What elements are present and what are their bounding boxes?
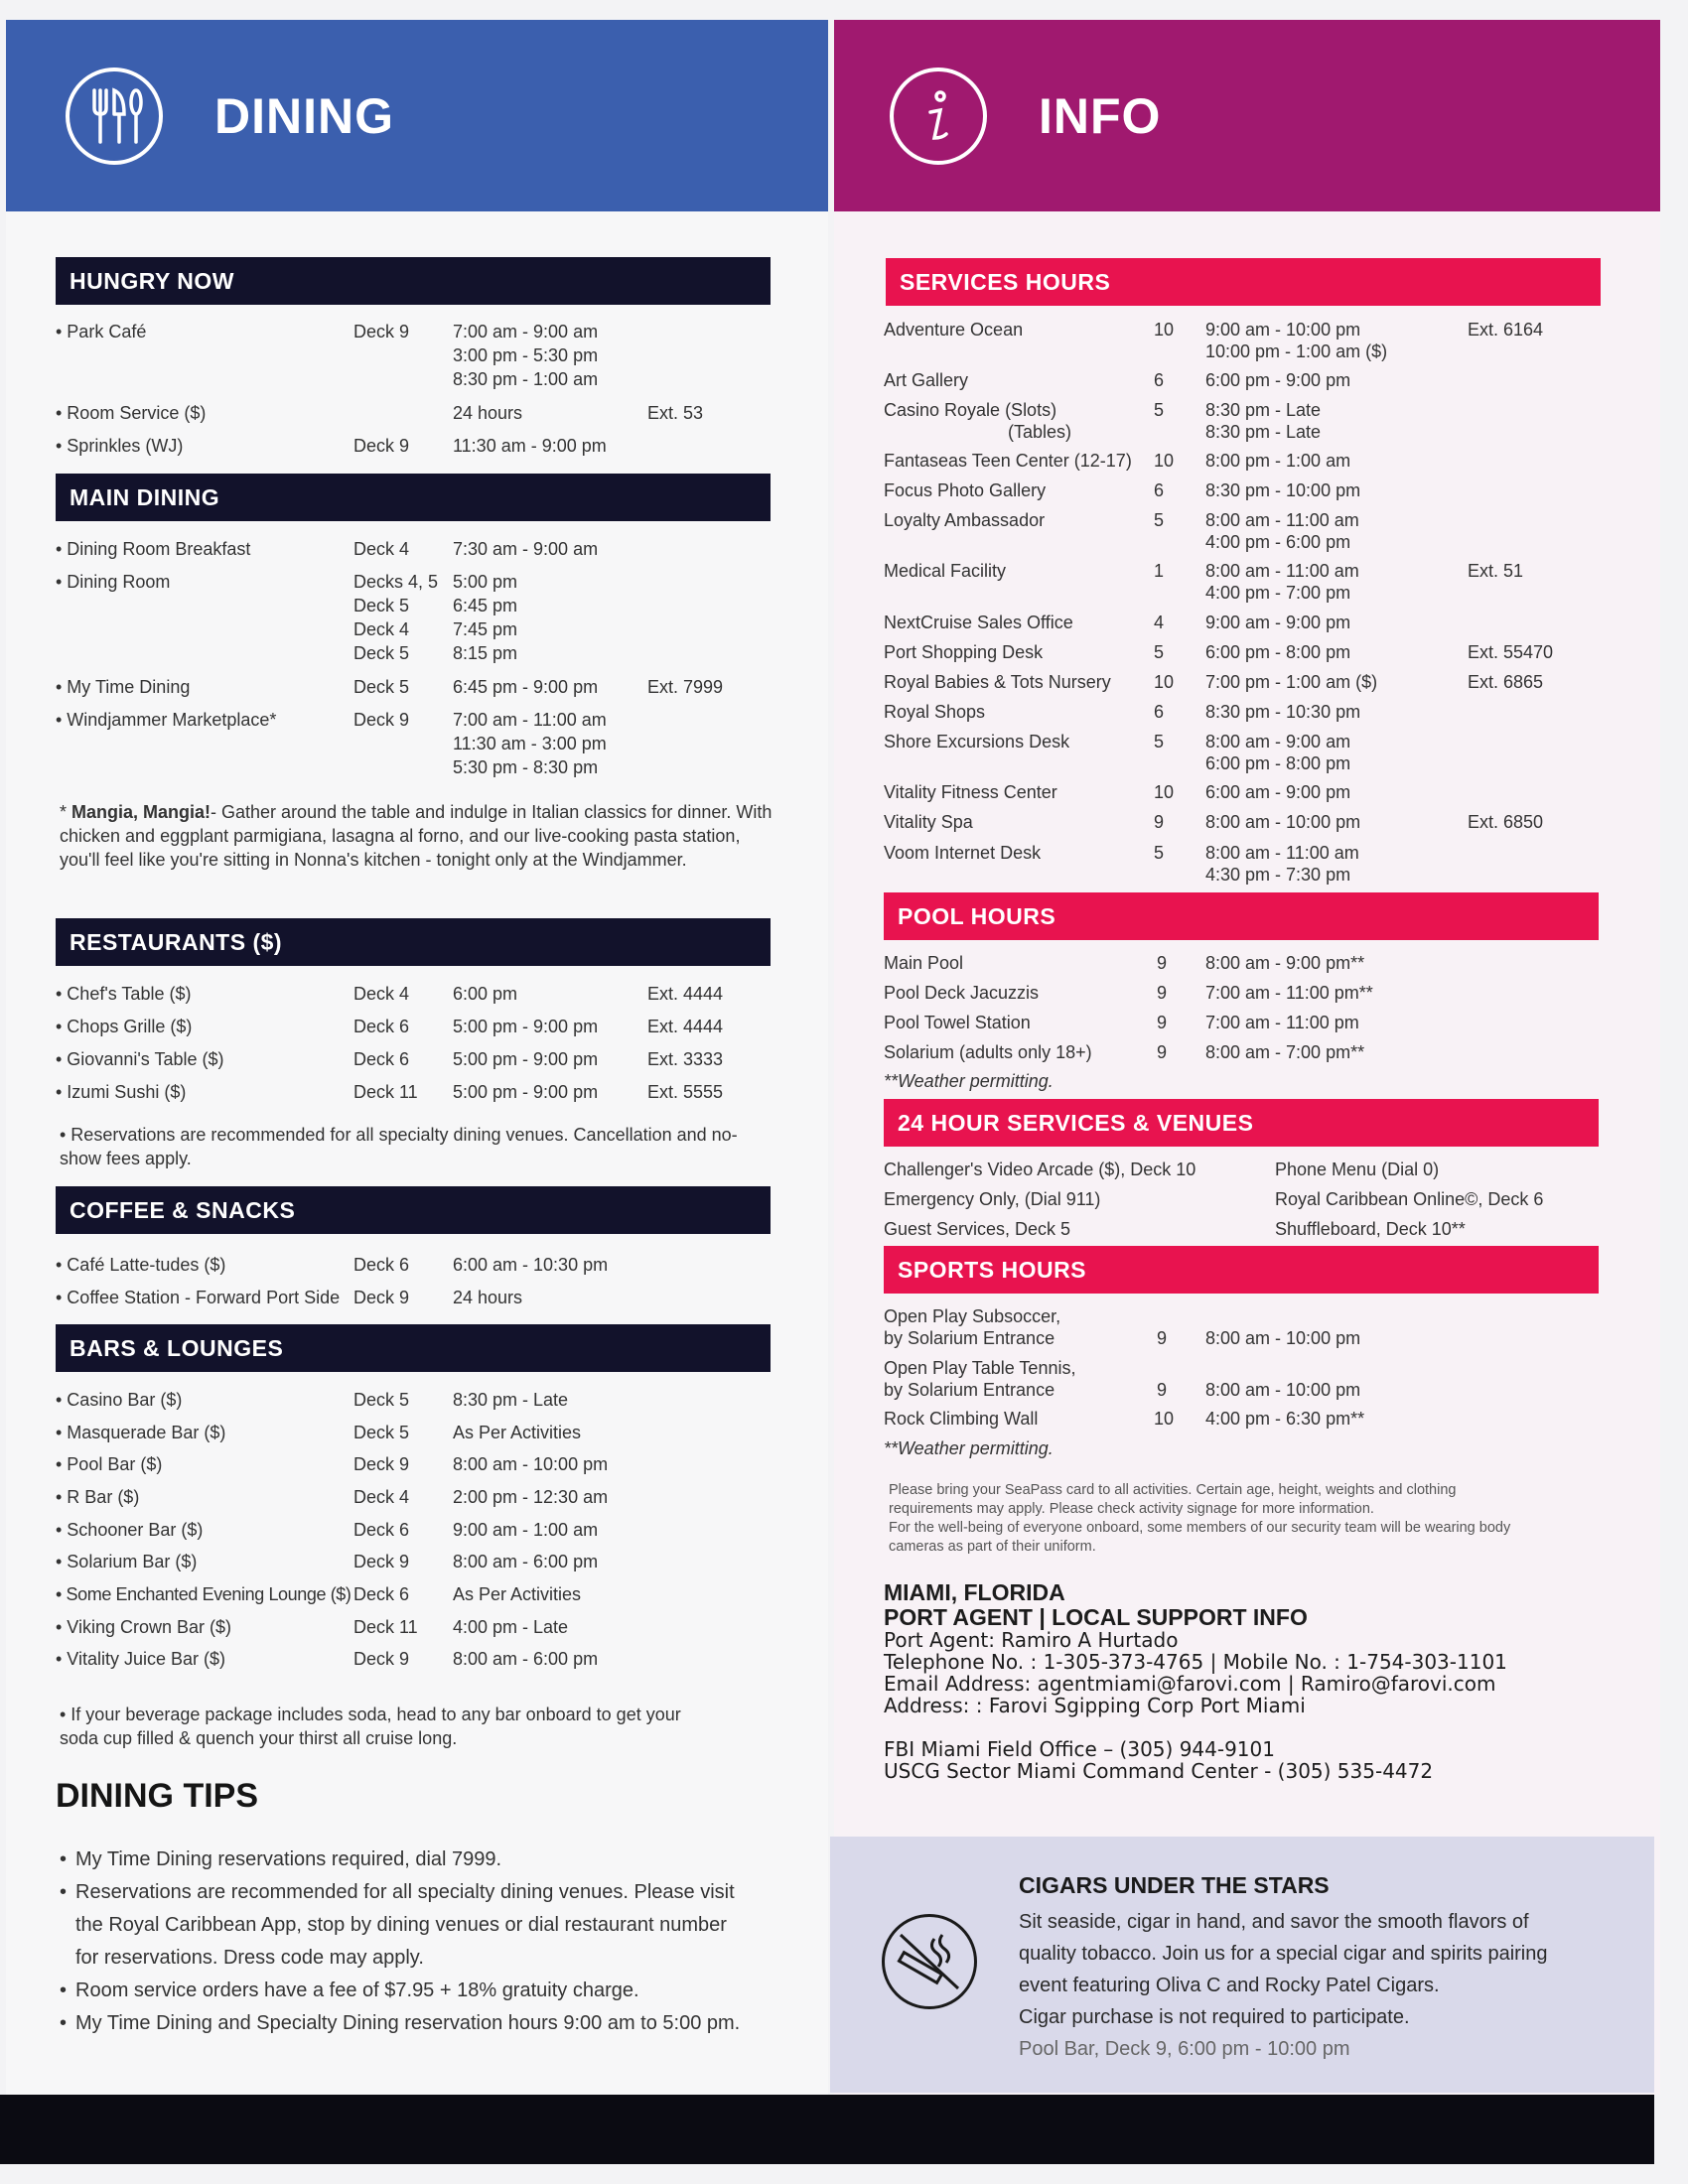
section-sports-hours: SPORTS HOURS [884, 1246, 1599, 1294]
section-services-hours: SERVICES HOURS [886, 258, 1601, 306]
disclaimer: Please bring your SeaPass card to all activities. Certain age, height, weights and clothing requirements may apply. Please check activity signage for more information. For the well-being of everyone onboard, some members of our security team will be wearing body cameras as part of their uniform. [889, 1482, 1511, 1555]
section-24-hour: 24 HOUR SERVICES & VENUES [884, 1099, 1599, 1147]
section-main-dining: MAIN DINING [56, 474, 771, 521]
restaurants-note: • Reservations are recommended for all specialty dining venues. Cancellation and no-show fees apply. [60, 1125, 738, 1168]
cigars-description: Sit seaside, cigar in hand, and savor the smooth flavors of quality tobacco. Join us for a special cigar and spirits pairing event featuring Oliva C and Rocky Patel Cigars. Cigar purchase is not required to participate. Pool Bar, Deck 9, 6:00 pm - 10:00 pm [1019, 1906, 1548, 2065]
list-item: • My Time Dining and Specialty Dining reservation hours 9:00 am to 5:00 pm. [60, 2007, 755, 2040]
no-smoking-icon [882, 1914, 977, 2009]
bars-note: • If your beverage package includes soda, head to any bar onboard to get your soda cup filled & quench your thirst all cruise long. [60, 1705, 681, 1748]
section-coffee: COFFEE & SNACKS [56, 1186, 771, 1234]
cigars-location: Pool Bar, Deck 9, 6:00 pm - 10:00 pm [1019, 2038, 1350, 2060]
cigars-promo [830, 1837, 1654, 2093]
section-pool-hours: POOL HOURS [884, 892, 1599, 940]
section-hungry-now: HUNGRY NOW [56, 257, 771, 305]
info-title: INFO [1039, 87, 1162, 144]
list-item: • Room service orders have a fee of $7.95 + 18% gratuity charge. [60, 1975, 755, 2007]
port-agent-info: MIAMI, FLORIDA PORT AGENT | LOCAL SUPPORT INFO Port Agent: Ramiro A Hurtado Telephone No. : 1-305-373-4765 | Mobile No. : 1-754-303-1101 Email Address: agentmiami@farovi.com | Ramiro@farovi.com Address: : Farovi Sgipping Corp Port Miami FBI Miami Field Office – (305) 944-9101 USCG Sector Miami Command Center - (305) 535-4472 [884, 1579, 1507, 1783]
info-icon [890, 68, 987, 165]
port-heading: PORT AGENT | LOCAL SUPPORT INFO [884, 1604, 1308, 1630]
port-city: MIAMI, FLORIDA [884, 1579, 1065, 1605]
cigars-title: CIGARS UNDER THE STARS [1019, 1872, 1330, 1898]
list-item: • Reservations are recommended for all specialty dining venues. Please visit the Royal Caribbean App, stop by dining venues or dial restaurant number for reservations. Dress code may apply. [60, 1876, 755, 1975]
info-banner [834, 20, 1660, 211]
list-item: • My Time Dining reservations required, dial 7999. [60, 1843, 755, 1876]
section-bars: BARS & LOUNGES [56, 1324, 771, 1372]
dining-title: DINING [214, 87, 394, 144]
dining-tips-list [60, 1843, 755, 2040]
cutlery-icon [66, 68, 163, 165]
dining-banner [6, 20, 828, 211]
dining-tips-title: DINING TIPS [56, 1777, 259, 1815]
section-restaurants: RESTAURANTS ($) [56, 918, 771, 966]
mangia-note: * Mangia, Mangia!- Gather around the table and indulge in Italian classics for dinner. With chicken and eggplant parmigiana, lasagna al forno, and our live-cooking pasta station, you'll feel like you're sitting in Nonna's kitchen - tonight only at the Windjammer. [60, 802, 773, 870]
footer-bar [0, 2095, 1654, 2164]
